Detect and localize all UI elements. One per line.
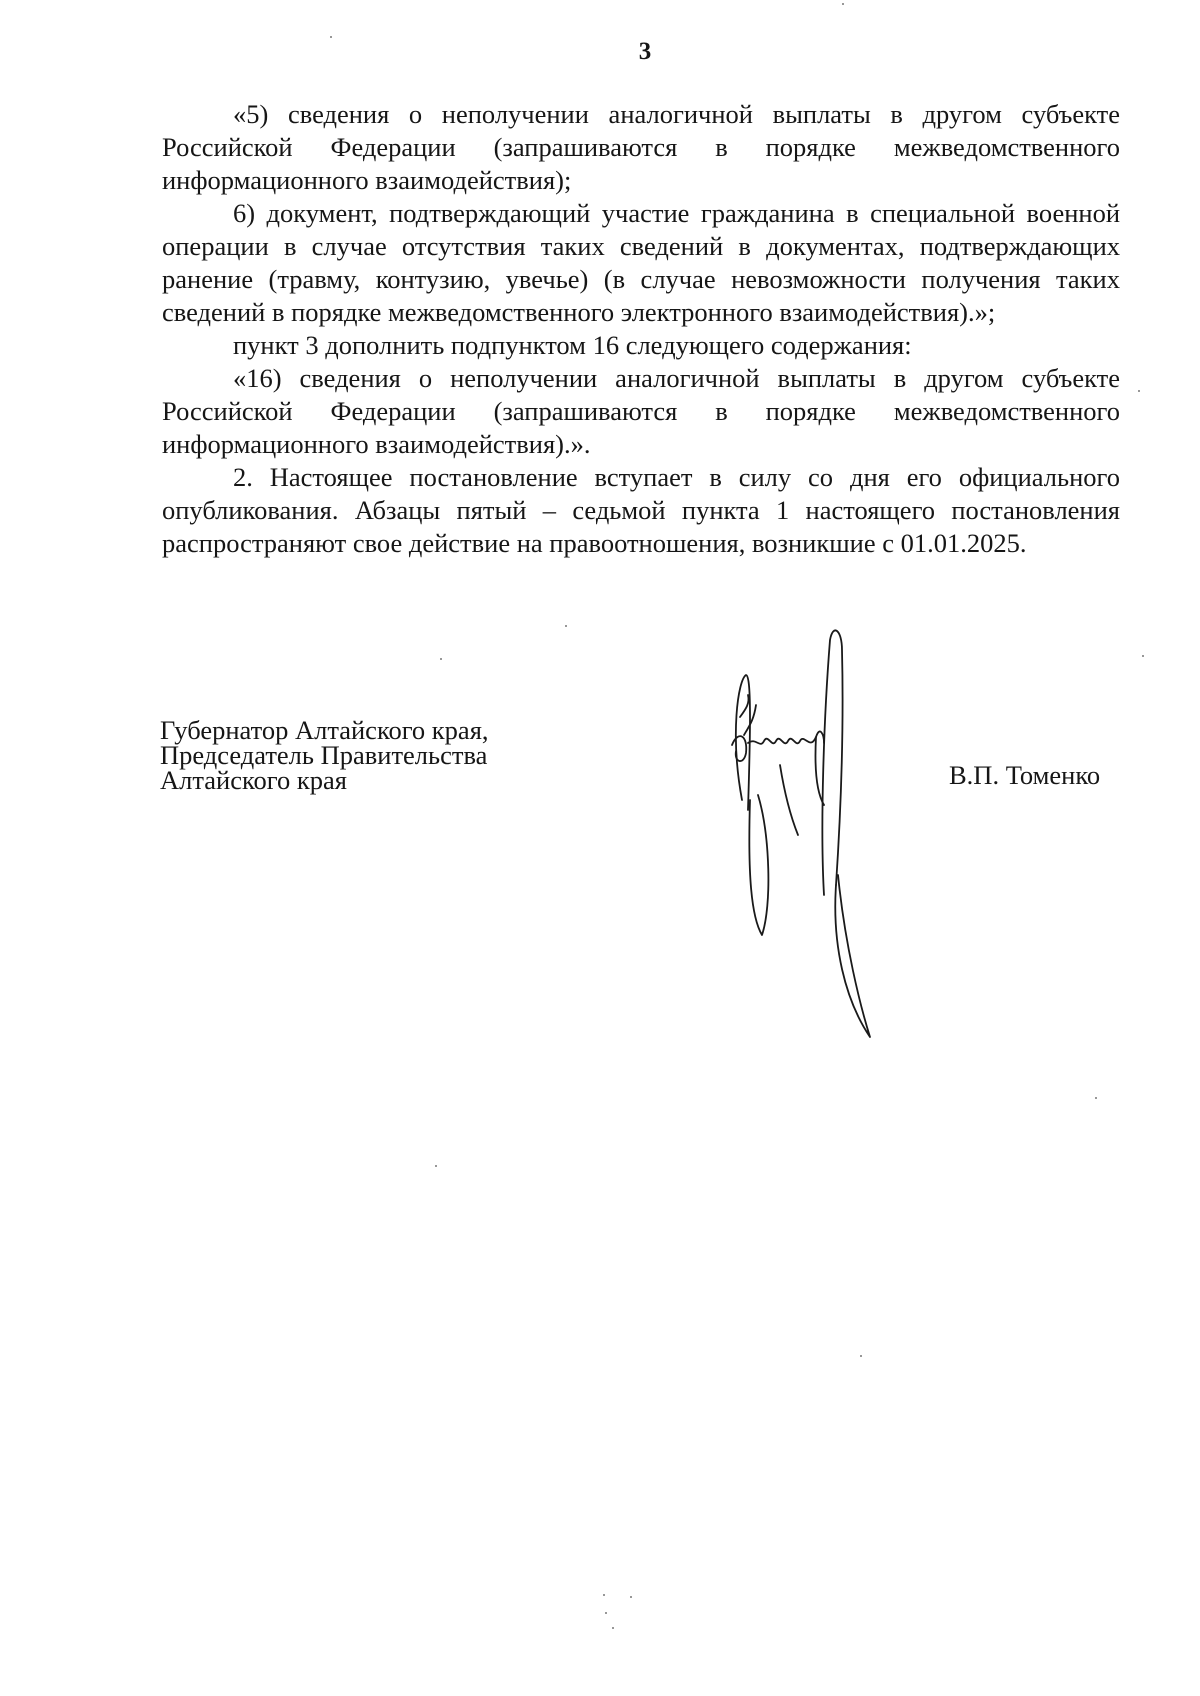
scan-speck	[605, 1612, 607, 1614]
signatory-title-line: Председатель Правительства	[160, 740, 488, 770]
scan-speck	[440, 658, 442, 660]
signatory-title	[160, 715, 489, 795]
scan-speck	[1138, 390, 1140, 392]
scan-speck	[330, 36, 332, 38]
handwritten-signature	[720, 625, 880, 1045]
paragraph-item-5: «5) сведения о неполучении аналогичной выплаты в другом субъекте Российской Федерации (запрашиваются в порядке межведомственного информационного взаимодействия);	[162, 99, 1120, 195]
scan-speck	[1142, 655, 1144, 657]
paragraph-amendment-point-3: пункт 3 дополнить подпунктом 16 следующего содержания:	[233, 330, 912, 360]
scan-speck	[842, 3, 844, 5]
page-number: 3	[638, 38, 652, 65]
paragraph-item-16: «16) сведения о неполучении аналогичной выплаты в другом субъекте Российской Федерации (запрашиваются в порядке межведомственного информационного взаимодействия).».	[162, 363, 1120, 459]
scan-speck	[630, 1596, 632, 1598]
paragraph-effective-date: 2. Настоящее постановление вступает в силу со дня его официального опубликования. Абзацы пятый – седьмой пункта 1 настоящего постановления распространяют свое действие на правоотношения, возникшие с 01.01.2025.	[162, 462, 1120, 558]
scan-speck	[565, 625, 567, 627]
scan-speck	[435, 1165, 437, 1167]
document-body	[162, 98, 1120, 560]
scan-speck	[1095, 1097, 1097, 1099]
signatory-title-line: Алтайского края	[160, 765, 347, 795]
scan-speck	[612, 1627, 614, 1629]
signatory-title-line: Губернатор Алтайского края,	[160, 715, 489, 745]
paragraph-item-6: 6) документ, подтверждающий участие гражданина в специальной военной операции в случае отсутствия таких сведений в документах, подтверждающих ранение (травму, контузию, увечье) (в случае невозможности получения таких сведений в порядке межведомственного электронного взаимодействия).»;	[162, 198, 1120, 327]
signer-name: В.П. Томенко	[949, 760, 1101, 790]
scan-speck	[603, 1594, 605, 1596]
scan-speck	[860, 1355, 862, 1357]
